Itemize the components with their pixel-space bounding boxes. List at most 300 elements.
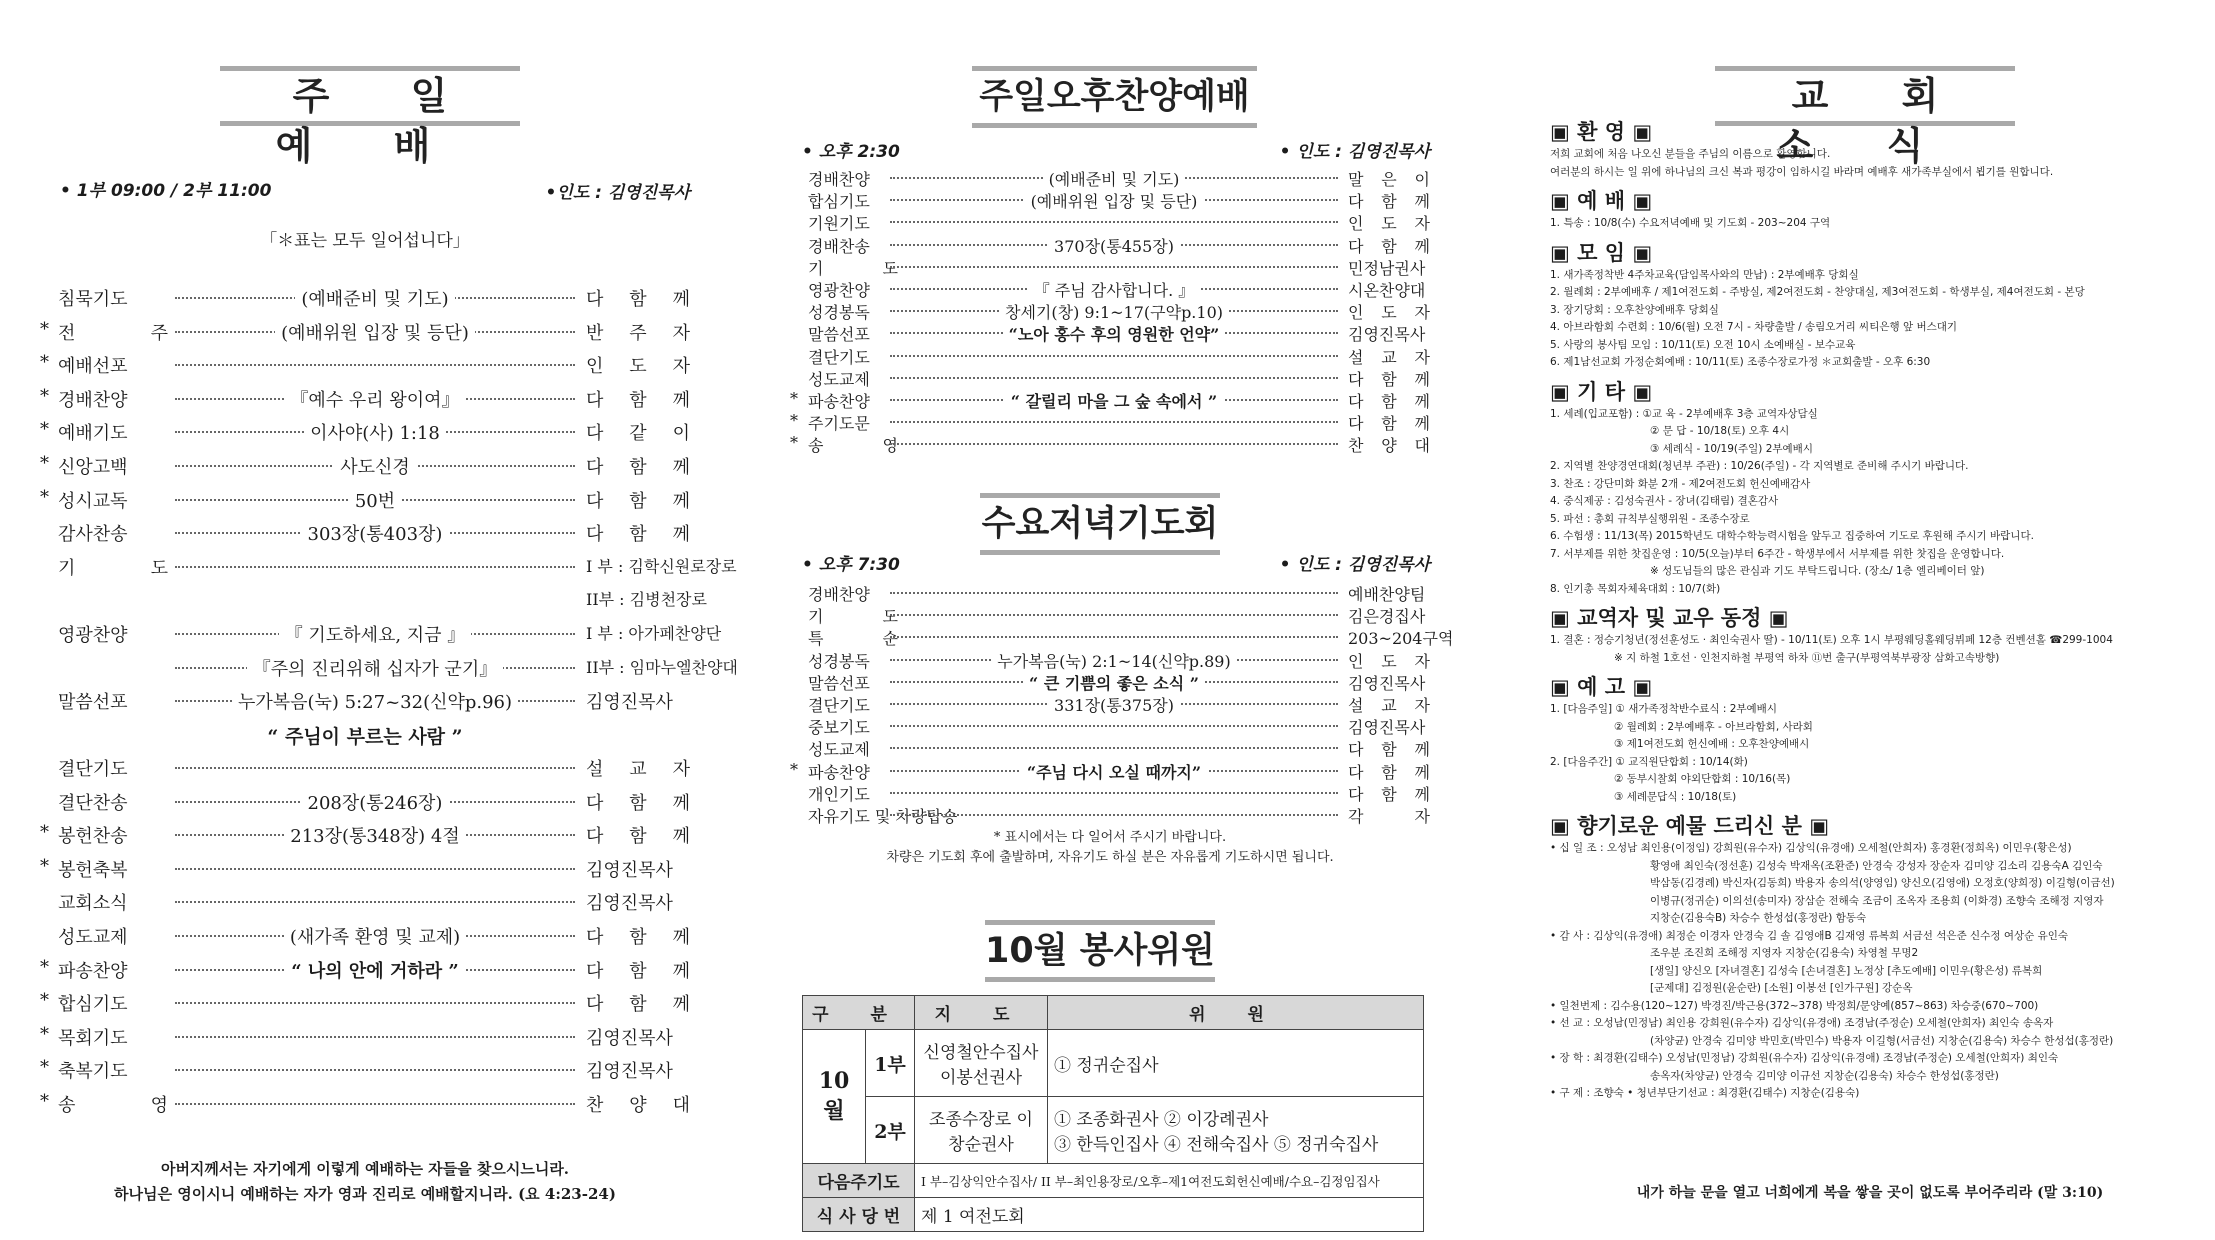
- service-row: [40, 315, 690, 349]
- star-mark: *: [40, 385, 49, 407]
- star-mark: *: [40, 855, 49, 877]
- item-name: 기 도: [808, 607, 898, 627]
- service-row: [790, 669, 1430, 691]
- item-content-text: 이사야(사) 1:18: [304, 423, 446, 444]
- sermon-title: “ 주님이 부르는 사람 ”: [267, 726, 463, 748]
- service-row: [40, 583, 707, 617]
- news-line: • 구 제 : 조향숙 • 청년부단기선교 : 최경환(김태수) 지창순(김용숙): [1550, 1087, 1860, 1099]
- item-name: 성경봉독: [808, 651, 870, 671]
- service-row: [790, 232, 1430, 254]
- next-prayer-label: 다음주기도: [803, 1164, 915, 1198]
- item-person: 인 도 자: [586, 356, 690, 378]
- service-row: [40, 852, 690, 886]
- verse-line-2: 하나님은 영이시니 예배하는 자가 영과 진리로 예배할지니라. (요 4:23-24): [114, 1185, 616, 1203]
- item-name: 중보기도: [808, 718, 870, 738]
- item-content-text: 『 주님 감사합니다. 』: [1028, 281, 1201, 300]
- news-line: 1. 결혼 : 정승기청년(정선훈성도 · 최인숙권사 딸) - 10/11(토) 오후 1시 부평웨딩홀웨딩뷔페 12층 컨벤션홀 ☎299-1004: [1550, 634, 2113, 646]
- item-name: 감사찬송: [58, 524, 128, 546]
- leader-dots: [890, 814, 1338, 816]
- item-name: 영광찬양: [58, 624, 128, 646]
- star-mark: *: [40, 1090, 49, 1112]
- col-members: 위 원: [1048, 996, 1424, 1030]
- item-content-text: 208장(통246장): [302, 793, 449, 814]
- item-name: 축복기도: [58, 1061, 128, 1083]
- leader-dots: [175, 1002, 575, 1004]
- afternoon-order: [790, 165, 1430, 456]
- item-person: 김영진목사: [586, 1061, 673, 1083]
- item-name: 영광찬양: [808, 280, 870, 300]
- star-mark: *: [40, 486, 49, 508]
- item-name: 말씀선포: [808, 325, 870, 345]
- service-row: [40, 953, 690, 987]
- item-name: 결단기도: [58, 759, 128, 780]
- service-row: [40, 348, 690, 382]
- item-name: 침묵기도: [58, 289, 128, 310]
- service-row: [790, 409, 1430, 434]
- item-name: 성시교독: [58, 490, 128, 512]
- service-row: [40, 919, 690, 953]
- sunday-worship-title: 주 일 예 배: [220, 66, 520, 126]
- item-person: 인 도 자: [1348, 303, 1430, 323]
- news-heading: ▣ 기 타 ▣: [1550, 379, 1653, 404]
- item-name: 말씀선포: [58, 692, 128, 714]
- next-prayer-value: I 부–김상익안수집사/ II 부–최인용장로/오후–제1여전도회헌신예배/수요–김정임집사: [915, 1164, 1424, 1198]
- item-name: 경배찬송: [808, 236, 870, 256]
- news-heading: ▣ 예 배 ▣: [1550, 189, 1653, 213]
- item-content: [175, 957, 575, 983]
- news-line: 3. 찬조 : 강단미화 화분 2개 - 제2여전도회 헌신예배감사: [1550, 477, 1811, 490]
- part2-cell: 2부: [866, 1097, 915, 1164]
- item-content-text: 사도신경: [334, 457, 416, 478]
- part2-members-line1: ① 조종화권사 ② 이강례권사: [1054, 1110, 1269, 1130]
- item-name: 송 영: [58, 1094, 168, 1116]
- item-person: 김영진목사: [586, 1027, 673, 1049]
- service-row: [790, 387, 1430, 409]
- item-content-text: (예배준비 및 기도): [295, 289, 454, 310]
- item-person: 다 함 께: [1348, 762, 1430, 782]
- news-line: 황영애 최인숙(정선훈) 김성숙 박재옥(조환준) 안경숙 강성자 장순자 김미양 김소리 김용숙A 김인숙: [1650, 859, 2103, 872]
- item-name: 결단찬송: [58, 792, 128, 814]
- item-content-text: 『예수 우리 왕이여』: [284, 390, 465, 411]
- service-row: [790, 165, 1430, 187]
- item-person: 찬 양 대: [1348, 436, 1430, 456]
- service-row: [790, 320, 1430, 345]
- news-line: 3. 장기당회 : 오후찬양예배후 당회실: [1550, 303, 1719, 316]
- star-mark: *: [40, 1023, 49, 1045]
- item-person: 찬 양 대: [586, 1094, 690, 1116]
- item-content-text: 50번: [349, 491, 401, 512]
- item-name: 경배찬양: [58, 389, 128, 411]
- news-line: ② 월례회 : 2부예배후 - 아브라함회, 사라회: [1614, 720, 1813, 733]
- part2-leader: 조종수장로 이창순권사: [915, 1097, 1048, 1164]
- item-content-text: (새가족 환영 및 교제): [284, 927, 466, 948]
- leader-dots: [175, 901, 575, 903]
- news-line: 박삼동(김경례) 박신자(김동희) 박용자 송의석(양영임) 양신오(김영애) 오정호(양희정) 이길형(이금선): [1650, 877, 2115, 889]
- item-content-text: 창세기(창) 9:1~17(구약p.10): [999, 303, 1229, 322]
- news-line: 지창순(김용숙B) 차승수 한성섭(홍정란) 함동숙: [1650, 912, 1867, 924]
- leader-dots: [175, 566, 575, 568]
- star-mark: *: [40, 419, 49, 441]
- service-row: [790, 602, 1430, 627]
- news-line: 2. [다음주간] ① 교직원단합회 : 10/14(화): [1550, 755, 1748, 768]
- item-content-text: 『 기도하세요, 지금 』: [279, 625, 472, 646]
- news-heading: ▣ 교역자 및 교우 동정 ▣: [1550, 606, 1789, 630]
- news-line: [군제대] 김정원(윤순란) [소원] 이봉선 [인가구원] 강순옥: [1650, 982, 1913, 994]
- item-content: [175, 453, 575, 479]
- news-line: 5. 파선 : 총회 규칙부실행위원 - 조종수장로: [1550, 512, 1750, 525]
- item-person: 다 함 께: [1348, 192, 1430, 212]
- item-name: 기 도: [58, 557, 168, 579]
- wednesday-time: • 오후 7:30: [802, 555, 900, 575]
- service-time: • 1부 09:00 / 2부 11:00: [60, 181, 272, 201]
- news-line: 2. 지역별 찬양경연대회(청년부 주관) : 10/26(주일) - 각 지역별로 준비해 주시기 바랍니다.: [1550, 460, 1969, 472]
- item-content-text: “노아 홍수 후의 영원한 언약”: [1003, 325, 1226, 344]
- order-of-service-2: [40, 751, 690, 1121]
- item-person: 다 함 께: [1348, 369, 1430, 389]
- service-row: [40, 1087, 690, 1121]
- item-person: 다 함 께: [586, 826, 690, 848]
- leader-dots: [175, 868, 575, 870]
- news-heading: ▣ 모 임 ▣: [1550, 240, 1653, 265]
- leader-dots: [175, 1069, 575, 1071]
- item-name: 봉헌찬송: [58, 826, 128, 848]
- item-person: 민정남권사: [1348, 258, 1426, 278]
- service-row: [790, 735, 1430, 760]
- news-line: 4. 중식제공 : 김성숙권사 - 장녀(김태림) 결혼감사: [1550, 495, 1779, 507]
- service-row: [40, 1020, 690, 1054]
- star-mark: *: [790, 388, 798, 408]
- item-person: 다 함 께: [1348, 391, 1430, 411]
- item-content-text: “ 큰 기쁨의 좋은 소식 ”: [1023, 674, 1205, 693]
- item-name: 교회소식: [58, 893, 128, 915]
- news-line: 여러분의 하시는 일 위에 하나님의 크신 복과 평강이 임하시길 바라며 예배후 새가족부실에서 뵙기를 원합니다.: [1550, 165, 2054, 178]
- item-person: 시온찬양대: [1348, 280, 1426, 300]
- leader-dots: [890, 421, 1338, 423]
- news-line: 이병규(정귀순) 이의선(송미자) 장삼순 전해숙 조금이 조옥자 조용희 (이화경) 조향숙 조해정 지영자: [1650, 894, 2104, 907]
- star-mark: *: [40, 956, 49, 978]
- news-line: 8. 인기총 목회자체육대회 : 10/7(화): [1550, 582, 1721, 595]
- service-row: [790, 187, 1430, 212]
- leader-dots: [890, 747, 1338, 749]
- service-row: [790, 647, 1430, 669]
- item-content: [175, 386, 575, 412]
- item-name: 예배기도: [58, 423, 128, 445]
- afternoon-leader: • 인도 : 김영진목사: [1279, 142, 1430, 162]
- item-person: 다 함 께: [586, 389, 690, 411]
- item-person: 김영진목사: [586, 893, 673, 915]
- star-mark: *: [790, 411, 798, 431]
- item-person: 인 도 자: [1348, 651, 1430, 671]
- service-row: [40, 483, 690, 517]
- item-name: 기 도: [808, 258, 898, 278]
- service-row: [40, 449, 690, 483]
- service-row: [790, 624, 1454, 649]
- service-row: [40, 516, 690, 550]
- item-name: 파송찬양: [808, 762, 870, 782]
- item-person: 김영진목사: [586, 859, 673, 881]
- sunday-worship-column: [40, 0, 738, 1240]
- item-name: 결단기도: [808, 347, 870, 367]
- item-content: [175, 822, 575, 848]
- item-person: 다 같 이: [586, 423, 690, 445]
- news-line: ② 동부시찰회 야외단합회 : 10/16(목): [1614, 773, 1791, 785]
- item-person: 반 주 자: [586, 322, 690, 344]
- news-line: [생일] 양신오 [자녀결혼] 김성숙 [손녀결혼] 노정상 [추도예배] 이민우(황은성) 류복희: [1650, 964, 2043, 977]
- item-person: 다 함 께: [586, 490, 690, 512]
- item-name: 경배찬양: [808, 170, 870, 189]
- leader-dots: [890, 636, 1338, 638]
- item-person: 다 함 께: [1348, 784, 1430, 804]
- leader-dots: [890, 221, 1338, 223]
- item-name: 기원기도: [808, 214, 870, 234]
- item-content-text: 213장(통348장) 4절: [284, 826, 465, 847]
- news-line: • 일천번제 : 김수용(120~127) 박경진/박근용(372~378) 박정희/문양예(857~863) 차승중(670~700): [1550, 999, 2039, 1012]
- item-person: 203~204구역: [1348, 629, 1454, 649]
- item-name: 개인기도: [808, 784, 870, 804]
- part1-cell: 1부: [866, 1030, 915, 1097]
- item-person: I 부 : 김학신원로장로: [586, 556, 737, 576]
- meal-duty-label: 식 사 당 번: [803, 1198, 915, 1232]
- item-person: 각 자: [1348, 806, 1430, 826]
- month-cell: 10월: [803, 1030, 866, 1164]
- service-row: [40, 751, 690, 785]
- star-mark: *: [40, 1057, 49, 1079]
- church-news-body: [1550, 118, 2190, 1103]
- church-news-title: 교 회 소 식: [1715, 66, 2015, 126]
- item-content: [175, 520, 575, 546]
- item-name: 말씀선포: [808, 673, 870, 693]
- item-content: [175, 688, 575, 714]
- item-name: 성도교제: [58, 926, 128, 948]
- item-person: 다 함 께: [1348, 740, 1430, 760]
- afternoon-column: [790, 0, 1454, 1240]
- item-content: [175, 419, 575, 445]
- item-name: 합심기도: [808, 192, 870, 212]
- order-of-service: [40, 281, 738, 718]
- afternoon-worship-title: 주일오후찬양예배: [972, 66, 1257, 128]
- news-line: 1. [다음주일] ① 새가족정착반수료식 : 2부예배시: [1550, 703, 1777, 715]
- service-row: [790, 802, 1430, 824]
- service-row: [790, 431, 1430, 456]
- service-row: [790, 691, 1430, 713]
- item-person: 설 교 자: [586, 759, 690, 780]
- wednesday-note-2: 차량은 기도회 후에 출발하며, 자유기도 하실 분은 자유롭게 기도하시면 됩니다.: [886, 850, 1334, 865]
- news-line: • 십 일 조 : 오성남 최인용(이정임) 강희원(유수자) 김상익(유경애) 오세철(안희자) 홍경환(정희옥) 이민우(황은성): [1550, 842, 2072, 854]
- item-person: 다 함 께: [586, 960, 690, 982]
- leader-dots: [175, 364, 575, 366]
- item-person: 인 도 자: [1348, 214, 1430, 234]
- item-person: 다 함 께: [586, 524, 690, 546]
- church-news-column: [1550, 0, 2190, 1240]
- news-line: ※ 성도님들의 많은 관심과 기도 부탁드립니다. (장소/ 1층 엘리베이터 앞): [1650, 565, 1985, 577]
- item-person: 김은경집사: [1348, 607, 1426, 627]
- leader-dots: [890, 614, 1338, 616]
- service-row: [40, 885, 690, 919]
- item-name: 봉헌축복: [58, 859, 128, 881]
- item-name: 예배선포: [58, 356, 128, 378]
- news-line: 조우분 조진희 조해정 지영자 지창순(김용숙) 차영철 무명2: [1650, 947, 1919, 959]
- item-person: 김영진목사: [1348, 718, 1426, 738]
- item-name: 목회기도: [58, 1027, 128, 1049]
- service-row: [40, 1053, 690, 1087]
- item-person: I 부 : 아가페찬양단: [586, 623, 722, 643]
- item-person: 설 교 자: [1348, 695, 1430, 715]
- item-person: 김영진목사: [586, 692, 673, 714]
- news-line: 1. 특송 : 10/8(수) 수요저녁예배 및 기도회 - 203~204 구역: [1550, 217, 1831, 229]
- item-person: 다 함 께: [1348, 236, 1430, 256]
- news-heading: ▣ 환 영 ▣: [1550, 120, 1653, 144]
- item-person: 다 함 께: [586, 456, 690, 478]
- item-content-text: “ 나의 안에 거하라 ”: [285, 961, 465, 982]
- item-person: 김영진목사: [1348, 325, 1426, 345]
- item-content: [175, 285, 575, 311]
- leader-dots: [890, 725, 1338, 727]
- item-content-text: “ 갈릴리 마을 그 숲 속에서 ”: [1005, 392, 1223, 411]
- news-line: ② 문 답 - 10/18(토) 오후 4시: [1650, 425, 1790, 437]
- news-line: 1. 세례(입교포함) : ①교 육 - 2부예배후 3층 교역자상담실: [1550, 407, 1818, 420]
- wednesday-order: [790, 580, 1454, 826]
- item-content-text: (예배위원 입장 및 등단): [275, 323, 475, 344]
- item-content: [175, 655, 575, 681]
- item-content: [175, 487, 575, 513]
- item-name: 특 순: [808, 629, 898, 649]
- star-mark: *: [40, 352, 49, 374]
- news-line: (차양균) 안경숙 김미양 박민호(박민수) 박용자 이길형(서금선) 지창순(김용숙) 차승수 한성섭(홍정란): [1650, 1034, 2114, 1047]
- item-name: 성경봉독: [808, 303, 870, 323]
- service-row: [40, 785, 690, 819]
- service-row: [790, 254, 1430, 276]
- part1-members: ① 정귀순집사: [1048, 1030, 1424, 1097]
- col-division: 구 분: [803, 996, 915, 1030]
- item-person: 다 함 께: [586, 926, 690, 948]
- item-person: 김영진목사: [1348, 673, 1426, 693]
- leader-dots: [890, 377, 1338, 379]
- item-name: 성도교제: [808, 369, 870, 389]
- october-volunteers-title: 10월 봉사위원: [985, 920, 1215, 982]
- leader-dots: [175, 1103, 575, 1105]
- news-line: 7. 서부제를 위한 찻집운영 : 10/5(오늘)부터 6주간 - 학생부에서 서부제를 위한 찻집을 운영합니다.: [1550, 547, 2005, 560]
- item-content-text: “주님 다시 오실 때까지”: [1021, 763, 1207, 782]
- item-person: II부 : 김병천장로: [586, 590, 707, 610]
- service-row: [790, 298, 1430, 323]
- item-content: [175, 319, 575, 345]
- item-person: 다 함 께: [586, 792, 690, 814]
- news-heading: ▣ 예 고 ▣: [1550, 675, 1653, 699]
- footer-verse: 내가 하늘 문을 열고 너희에게 복을 쌓을 곳이 없도록 부어주리라 (말 3:10): [1636, 1185, 2104, 1201]
- leader-dots: [890, 443, 1338, 445]
- item-content: [175, 789, 575, 815]
- service-row: [40, 281, 690, 315]
- item-content-text: (예배준비 및 기도): [1043, 170, 1186, 189]
- service-row: [790, 365, 1430, 387]
- news-line: ③ 세례문답식 : 10/18(토): [1614, 790, 1737, 803]
- item-person: 예배찬양팀: [1348, 585, 1426, 604]
- wednesday-note-1: * 표시에서는 다 일어서 주시기 바랍니다.: [993, 830, 1227, 845]
- service-row: [790, 276, 1430, 298]
- news-line: 저희 교회에 처음 나오신 분들을 주님의 이름으로 환영합니다.: [1550, 148, 1831, 160]
- news-line: ③ 세례식 - 10/19(주일) 2부예배시: [1650, 442, 1813, 455]
- item-content: [175, 923, 575, 949]
- service-row: [790, 343, 1430, 365]
- star-mark: *: [790, 759, 798, 779]
- item-content-text: 370장(통455장): [1048, 237, 1180, 256]
- service-row: [40, 550, 737, 584]
- item-name: 자유기도 및 차량탑승: [808, 806, 958, 826]
- verse-line-1: 아버지께서는 자기에게 이렇게 예배하는 자들을 찾으시느니라.: [160, 1160, 570, 1178]
- news-line: 송옥자(차양균) 안경숙 김미양 이규선 지창순(김용숙) 차승수 한성섭(홍정란): [1650, 1069, 1999, 1082]
- part1-leader: 신영철안수집사 이봉선권사: [915, 1030, 1048, 1097]
- item-content-text: 331장(통375장): [1048, 696, 1180, 715]
- item-name: 성도교제: [808, 740, 870, 760]
- service-row: [40, 415, 690, 449]
- star-mark: *: [40, 822, 49, 844]
- news-line: 2. 월례회 : 2부예배후 / 제1여전도회 - 주방실, 제2여전도회 - 찬양대실, 제3여전도회 - 학생부실, 제4여전도회 - 본당: [1550, 286, 2085, 298]
- item-name: 전 주: [58, 322, 168, 344]
- news-line: 4. 아브라함회 수련회 : 10/6(월) 오전 7시 - 차량출발 / 송림오거리 씨티은행 앞 버스대기: [1550, 321, 1958, 333]
- service-row: [790, 758, 1430, 780]
- news-line: ③ 제1여전도회 헌신예배 : 오후찬양예배시: [1614, 738, 1810, 750]
- item-person: 말 은 이: [1348, 170, 1430, 189]
- service-leader: •인도 : 김영진목사: [545, 183, 690, 203]
- item-content-text: 누가복음(눅) 2:1~14(신약p.89): [991, 652, 1236, 671]
- col-leader: 지 도: [915, 996, 1048, 1030]
- item-content: [175, 621, 575, 647]
- item-name: 경배찬양: [808, 585, 870, 604]
- news-line: 6. 제1남선교회 가정순회예배 : 10/11(토) 조종수장로가정 ＊교회출발 - 오후 6:30: [1550, 356, 1931, 368]
- item-name: 파송찬양: [58, 960, 128, 982]
- leader-dots: [175, 1036, 575, 1038]
- item-content-text: 303장(통403장): [302, 524, 449, 545]
- item-person: 다 함 께: [1348, 414, 1430, 434]
- service-row: [40, 651, 738, 685]
- afternoon-time: • 오후 2:30: [802, 142, 900, 162]
- service-row: [790, 580, 1430, 602]
- star-mark: *: [790, 433, 798, 453]
- star-mark: *: [40, 452, 49, 474]
- standing-note: 「＊표는 모두 일어섭니다」: [260, 231, 470, 251]
- news-line: • 장 학 : 최경환(김태수) 오성남(민정남) 강희원(유수자) 김상익(유경애) 조경남(주정순) 오세철(안희자) 최인숙: [1550, 1052, 2059, 1064]
- leader-dots: [890, 792, 1338, 794]
- leader-dots: [890, 355, 1338, 357]
- leader-dots: [175, 767, 575, 769]
- item-name: 신앙고백: [58, 456, 128, 478]
- item-content-text: 누가복음(눅) 5:27~32(신약p.96): [232, 692, 518, 713]
- volunteers-table: [802, 995, 1424, 1232]
- wednesday-leader: • 인도 : 김영진목사: [1279, 555, 1430, 575]
- star-mark: *: [40, 990, 49, 1012]
- news-line: ※ 지 하철 1호선 · 인천지하철 부평역 하차 ⑪번 출구(부평역북부광장 삼화고속방향): [1614, 651, 2000, 664]
- part2-members: [1048, 1097, 1424, 1164]
- service-row: [790, 209, 1430, 234]
- news-heading: ▣ 향기로운 예물 드리신 분 ▣: [1550, 814, 1830, 838]
- service-row: [40, 617, 722, 651]
- part2-members-line2: ③ 한득인집사 ④ 전해숙집사 ⑤ 정귀숙집사: [1054, 1135, 1379, 1155]
- leader-dots: [890, 266, 1338, 268]
- item-person: 다 함 께: [586, 289, 690, 310]
- wednesday-prayer-title: 수요저녁기도회: [980, 493, 1220, 555]
- service-row: [40, 684, 690, 718]
- item-content-text: 『주의 진리위해 십자가 군기』: [247, 659, 503, 680]
- item-name: 주기도문: [808, 414, 870, 434]
- item-person: II부 : 임마누엘찬양대: [586, 657, 738, 677]
- leader-dots: [890, 592, 1338, 594]
- news-line: • 감 사 : 김상익(유경애) 최정순 이경자 안경숙 김 솔 김영애B 김재영 류복희 서금선 석은준 신수정 여상순 유인숙: [1550, 929, 2069, 942]
- service-row: [790, 713, 1430, 738]
- item-name: 결단기도: [808, 695, 870, 715]
- service-row: [40, 818, 690, 852]
- star-mark: *: [40, 318, 49, 340]
- news-line: 5. 사랑의 봉사팀 모임 : 10/11(토) 오전 10시 소예배실 - 보수교육: [1550, 338, 1856, 351]
